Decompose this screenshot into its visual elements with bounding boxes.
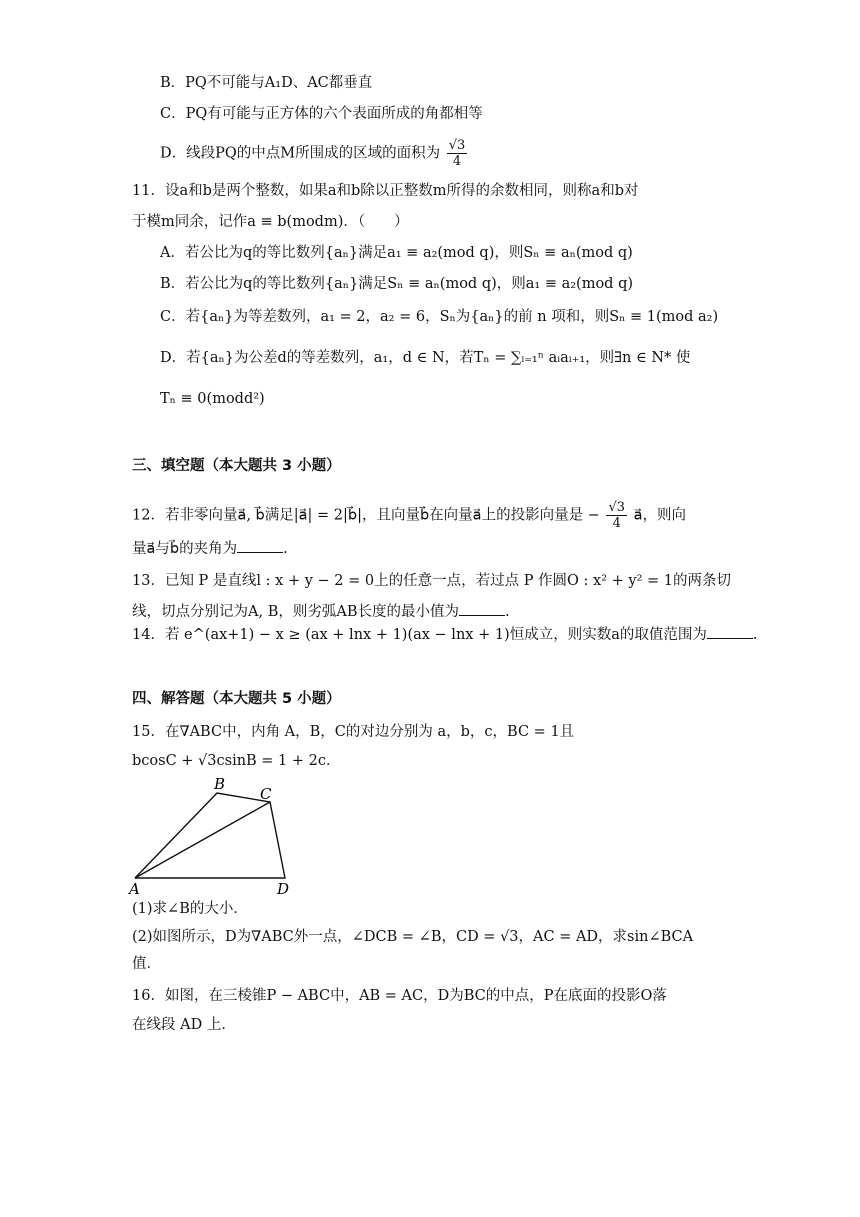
q12-line1 xyxy=(132,500,686,531)
q11-stem-line1: 11．设a和b是两个整数，如果a和b除以正整数m所得的余数相同，则称a和b对 xyxy=(132,183,639,199)
fraction-numerator: √3 xyxy=(608,500,626,515)
fraction-denominator: 4 xyxy=(612,516,621,531)
fraction-denominator: 4 xyxy=(452,154,462,169)
period: . xyxy=(504,604,510,620)
q11-stem-line2: 于模m同余，记作a ≡ b(modm)．（ ） xyxy=(132,214,409,230)
section-4-heading: 四、解答题（本大题共 5 小题） xyxy=(132,691,341,707)
answer-blank xyxy=(707,626,753,639)
q10-option-d-fraction xyxy=(447,138,468,169)
figure-label-c: C xyxy=(260,785,272,803)
figure-label-a: A xyxy=(129,880,140,897)
q12-fraction xyxy=(606,500,627,531)
q11-option-a: A．若公比为q的等比数列{aₙ}满足a₁ ≡ a₂(mod q)，则Sₙ ≡ aₙ(mod q) xyxy=(160,245,633,261)
q13-text: 线，切点分别记为A, B，则劣弧AB长度的最小值为 xyxy=(132,604,459,620)
q15-part2-line2: 值． xyxy=(132,956,161,972)
q14-line1 xyxy=(132,624,757,646)
fraction-numerator: √3 xyxy=(448,138,466,153)
q10-option-d xyxy=(160,138,469,169)
q11-option-c: C．若{aₙ}为等差数列，a₁ = 2，a₂ = 6，Sₙ为{aₙ}的前 n 项和，则Sₙ ≡ 1(mod a₂) xyxy=(160,309,719,325)
q15-part1: (1)求∠B的大小． xyxy=(132,901,248,917)
period: . xyxy=(752,627,758,643)
figure-label-b: B xyxy=(214,775,226,793)
q16-line2: 在线段 AD 上． xyxy=(132,1017,236,1033)
answer-blank xyxy=(237,540,283,553)
q11-option-d-line1: D．若{aₙ}为公差d的等差数列，a₁，d ∈ N，若Tₙ = ∑ᵢ₌₁ⁿ aᵢaᵢ₊₁，则∃n ∈ N* 使 xyxy=(160,350,691,366)
figure-label-d: D xyxy=(277,880,290,897)
q11-option-b: B．若公比为q的等比数列{aₙ}满足Sₙ ≡ aₙ(mod q)，则a₁ ≡ a₂(mod q) xyxy=(160,276,634,292)
figure-diagonal-ac xyxy=(135,802,270,878)
q13-line2 xyxy=(132,601,510,623)
q15-line2: bcosC + √3csinB = 1 + 2c． xyxy=(132,753,341,769)
q10-option-d-text: D．线段PQ的中点M所围成的区域的面积为 xyxy=(160,145,441,162)
answer-blank xyxy=(459,603,505,616)
q15-line1: 15．在∇ABC中，内角 A，B，C的对边分别为 a，b，c，BC = 1且 xyxy=(132,724,575,740)
q10-option-b: B．PQ不可能与A₁D、AC都垂直 xyxy=(160,75,373,91)
q12-text: 量a⃗与b⃗的夹角为 xyxy=(132,541,238,557)
q15-quadrilateral-figure xyxy=(125,772,305,897)
q11-option-d-line2: Tₙ ≡ 0(modd²) xyxy=(160,391,265,407)
q12-text-pre: 12．若非零向量a⃗, b⃗满足|a⃗| = 2|b⃗|，且向量b⃗在向量a⃗上的投影向量是 − xyxy=(132,507,600,524)
section-3-heading: 三、填空题（本大题共 3 小题） xyxy=(132,458,341,474)
q13-line1: 13．已知 P 是直线l : x + y − 2 = 0上的任意一点，若过点 P 作圆O : x² + y² = 1的两条切 xyxy=(132,573,732,589)
q16-line1: 16．如图，在三棱锥P − ABC中，AB = AC，D为BC的中点，P在底面的投影O落 xyxy=(132,988,667,1004)
q12-line2 xyxy=(132,538,288,560)
q15-part2-line1: (2)如图所示，D为∇ABC外一点，∠DCB = ∠B，CD = √3，AC = AD，求sin∠BCA xyxy=(132,929,694,945)
q12-text-post: a⃗，则向 xyxy=(633,507,687,524)
q14-text: 14．若 e^(ax+1) − x ≥ (ax + lnx + 1)(ax − lnx + 1)恒成立，则实数a的取值范围为 xyxy=(132,627,707,643)
period: . xyxy=(283,541,288,557)
q10-option-c: C．PQ有可能与正方体的六个表面所成的角都相等 xyxy=(160,106,483,122)
